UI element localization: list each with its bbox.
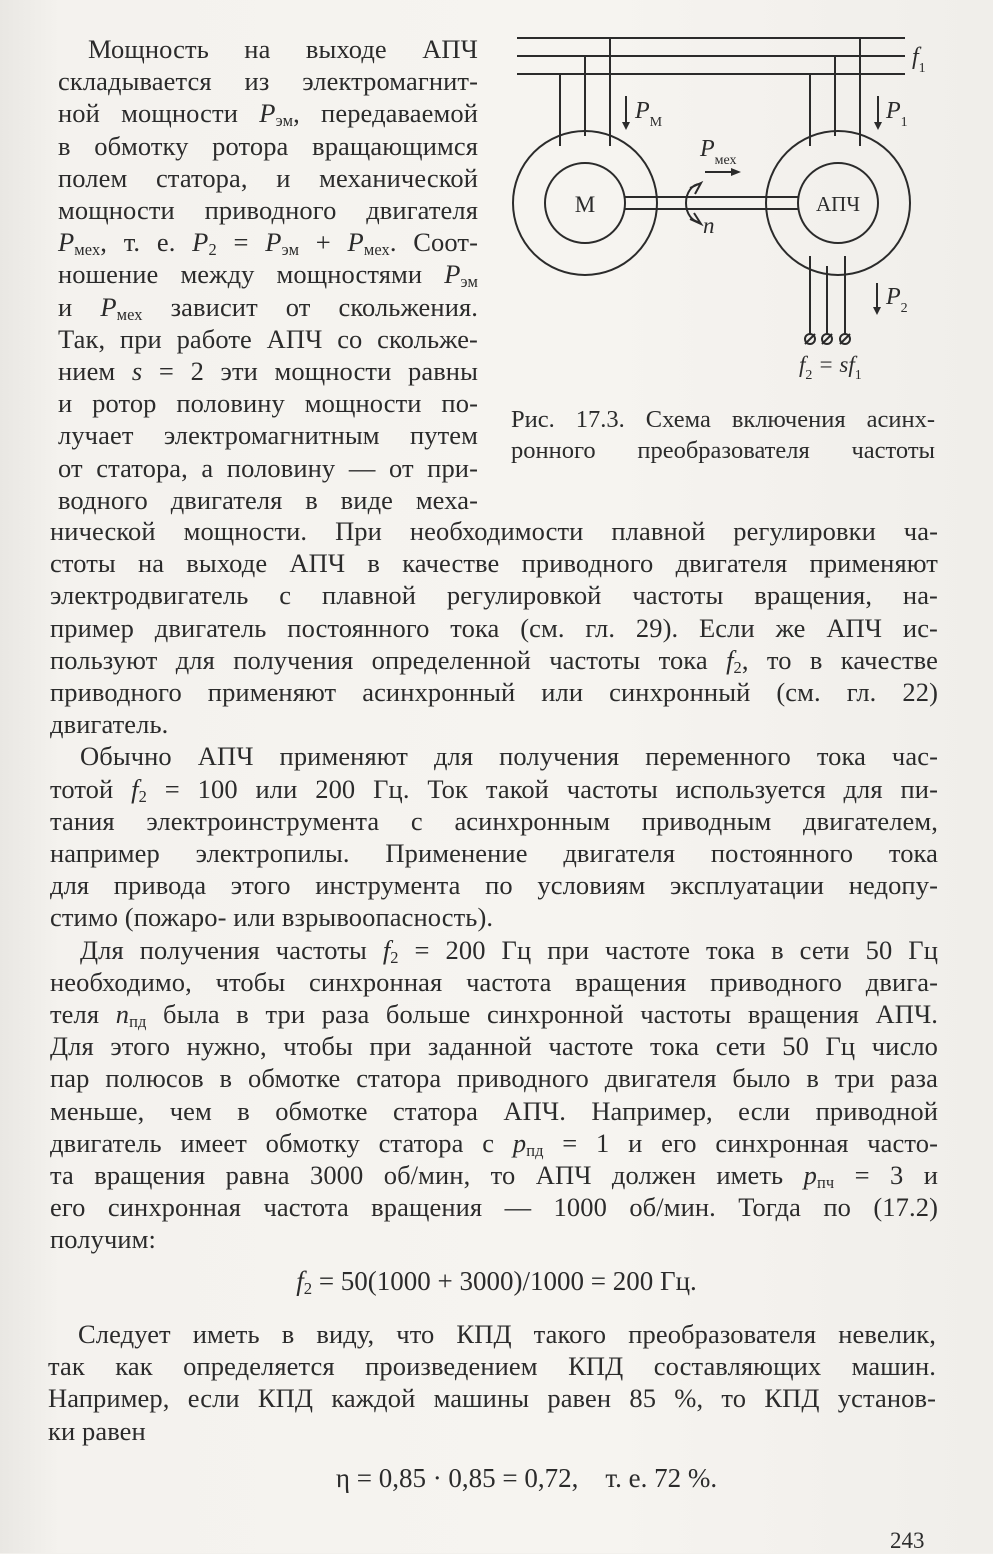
text-line: складывается из электромагнит- (58, 66, 478, 97)
page-number: 243 (890, 1528, 925, 1553)
text-line: ной мощности $P_{эм}$, передаваемой (58, 98, 478, 131)
text-line: и ротор половину мощности по- (58, 388, 478, 419)
text-line: та вращения равна 3000 об/мин, то АПЧ должен иметь $p_{пч} = 3$ и (50, 1160, 938, 1193)
text-line: меньше, чем в обмотке статора АПЧ. Например, если приводной (50, 1095, 938, 1126)
text-line: например электропилы. Применение двигателя постоянного тока (50, 838, 938, 869)
text-line: нием s = 2 эти мощности равны (58, 356, 478, 387)
circuit-diagram (505, 26, 945, 386)
text-line: в обмотку ротора вращающимся (58, 130, 478, 161)
text-line: мощности приводного двигателя (58, 195, 478, 226)
text-line: ки равен (48, 1415, 146, 1446)
text-line: Мощность на выходе АПЧ (88, 34, 478, 64)
text-line: пар полюсов в обмотке статора приводного двигателя было в три раза (50, 1063, 938, 1094)
text-line: так как определяется произведением КПД составляющих машин. (48, 1351, 936, 1382)
text-line: тания электроинструмента с асинхронным приводным двигателем, (50, 805, 938, 836)
full-width-text (50, 515, 938, 1256)
text-line: полем статора, и механической (58, 162, 478, 193)
text-line: ношение между мощностями $P_{эм}$ (58, 259, 478, 292)
closing-paragraph (48, 1318, 936, 1447)
text-line: необходимо, чтобы синхронная частота вращения приводного двига- (50, 966, 938, 997)
text-line: нической мощности. При необходимости плавной регулировки ча- (50, 516, 938, 546)
f1-label: $f_1$ (912, 44, 926, 76)
text-line: лучает электромагнитным путем (58, 420, 478, 451)
p2-label: $P_2$ (886, 284, 908, 316)
text-line: от статора, а половину — от при- (58, 452, 478, 483)
caption-line: ронного преобразователя частоты (511, 437, 935, 464)
text-line: получим: (50, 1224, 156, 1255)
text-line: водного двигателя в виде меха- (58, 484, 478, 515)
text-line: его синхронная частота вращения — 1000 об/мин. Тогда по (17.2) (50, 1192, 938, 1223)
p1-label: $P_1$ (886, 98, 908, 130)
text-line: пример двигатель постоянного тока (см. гл. 29). Если же АПЧ ис- (50, 612, 938, 643)
text-line: Для этого нужно, чтобы при заданной частоте тока сети 50 Гц число (50, 1031, 938, 1062)
text-line: двигатель. (50, 709, 169, 740)
text-line: теля $n_{пд}$ была в три раза больше синхронной частоты вращения АПЧ. (50, 999, 939, 1032)
text-line: Например, если КПД каждой машины равен 85 %, то КПД установ- (48, 1383, 936, 1414)
text-line: приводного применяют асинхронный или синхронный (см. гл. 22) (50, 677, 938, 708)
text-line: Обычно АПЧ применяют для получения переменного тока час- (80, 741, 938, 772)
text-line: Так, при работе АПЧ со скольже- (58, 323, 478, 354)
formula-efficiency: η = 0,85 · 0,85 = 0,72, т. е. 72 %. (335, 1463, 718, 1493)
caption-line: Рис. 17.3. Схема включения асинх- (511, 406, 935, 433)
text-line: электродвигатель с плавной регулировкой частоты вращения, на- (50, 580, 938, 611)
text-line: для привода этого инструмента по условиям эксплуатации недопу- (50, 870, 938, 901)
left-column-text (58, 33, 478, 516)
pmex-label: $P_{мех}$ (700, 136, 737, 168)
text-line: двигатель имеет обмотку статора с $p_{пд} = 1$ и его синхронная часто- (50, 1127, 939, 1160)
rotation-n-label: n (703, 213, 715, 238)
text-line: стимо (пожаро- или взрывоопасность). (50, 902, 494, 933)
pm-label: $P_М$ (635, 98, 663, 130)
figure-caption (511, 404, 935, 466)
text-line: и $P_{мех}$ зависит от скольжения. (58, 291, 478, 324)
text-line: стоты на выходе АПЧ в качестве приводного двигателя применяют (50, 548, 938, 579)
text-line: пользуют для получения определенной частоты тока $f_2$, то в качестве (50, 644, 938, 677)
formula-frequency: $f_2 = 50(1000 + 3000)/1000 = 200$ Гц. (296, 1266, 697, 1299)
text-line: Следует иметь в виду, что КПД такого преобразователя невелик, (78, 1319, 936, 1349)
text-line: тотой $f_2 = 100$ или 200 Гц. Ток такой частоты используется для пи- (50, 773, 938, 806)
motor-label: М (574, 192, 596, 217)
f2-label: $f_2 = sf_1$ (799, 352, 862, 383)
text-line: $P_{мех}$, т. е. $P_2 = P_{эм} + P_{мех}$. Соот- (58, 227, 479, 260)
text-line: Для получения частоты $f_2 = 200$ Гц при частоте тока в сети 50 Гц (80, 934, 938, 967)
converter-label: АПЧ (816, 192, 860, 216)
